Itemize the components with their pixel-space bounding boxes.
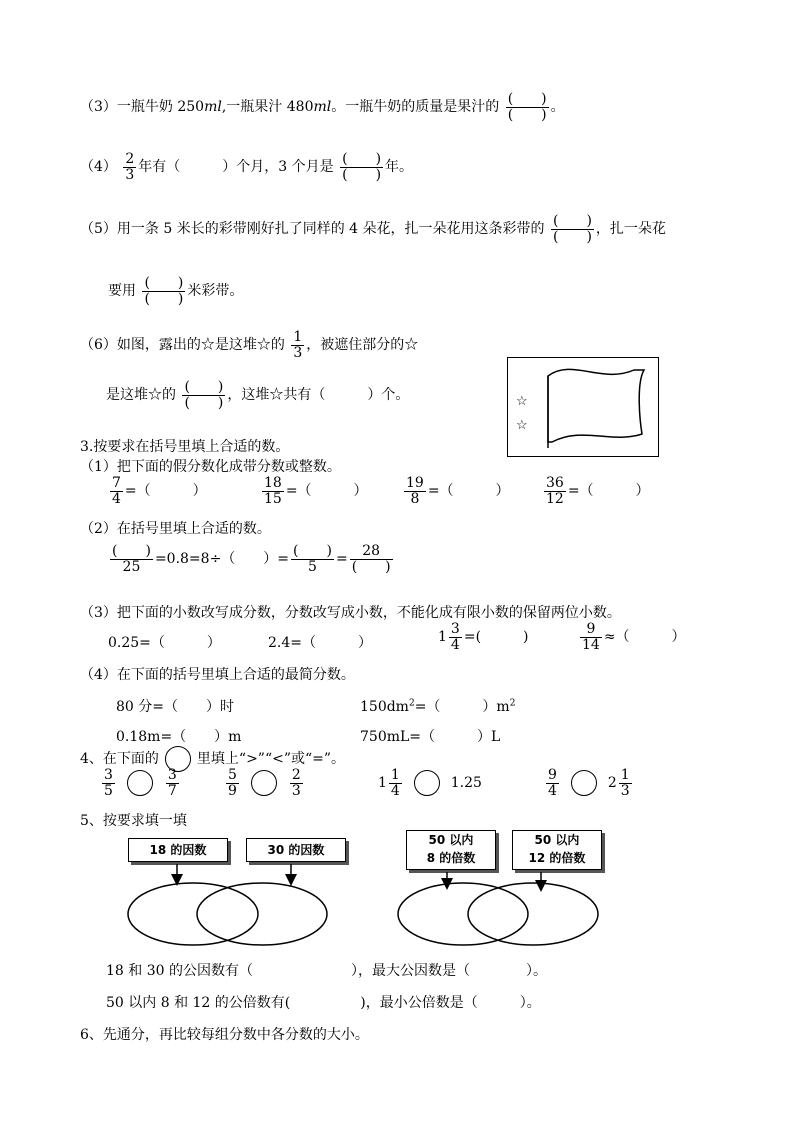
s3-p4-c[interactable]: 0.18m=（ ）m <box>116 729 242 745</box>
s3-p3-c: 1 $\frac{3}{4}$ =( ) <box>438 621 529 653</box>
s3-p4-b[interactable]: $150dm^2=$（ ）$m^2$ <box>360 698 516 715</box>
star-icon: ☆ <box>516 394 528 409</box>
question-6-line2: 是这堆☆的 $\frac{( )}{( )}$ ，这堆☆共有（ ）个。 <box>106 379 410 411</box>
question-3: （3）一瓶牛奶 250ml,一瓶果汁 480ml。一瓶牛奶的质量是果汁的 $\frac{( )}{( )}$ 。 <box>80 91 565 123</box>
answer-fraction[interactable]: $\frac{( )}{( )}$ <box>342 151 382 183</box>
answer-fraction[interactable]: $\frac{( )}{( )}$ <box>507 91 547 123</box>
s3-p3-d: $\frac{9}{14}$ ≈（ ） <box>582 621 686 653</box>
venn-circle-multiples-12 <box>468 883 598 945</box>
section-4-title: 4、在下面的 里填上“>”“<”或“=”。 <box>80 746 345 772</box>
s3-part4-title: （4）在下面的括号里填上合适的最简分数。 <box>80 667 355 683</box>
label-factors-18: 18 的因数 <box>128 838 228 862</box>
answer-fraction[interactable]: $\frac{( )}{( )}$ <box>144 275 184 307</box>
venn-circle-multiples-8 <box>398 883 528 945</box>
s3-part2-title: （2）在括号里填上合适的数。 <box>80 521 271 537</box>
fraction-1-3: $\frac{1}{3}$ <box>293 329 303 361</box>
s5-line1[interactable]: 18 和 30 的公因数有（ ），最大公因数是（ ）。 <box>106 963 547 979</box>
section-3-title: 3.按要求在括号里填上合适的数。 <box>80 439 290 455</box>
s3-p3-a[interactable]: 0.25=（ ） <box>108 635 221 651</box>
section-5-title: 5、按要求填一填 <box>80 813 187 829</box>
s4-compare-3: 1 $\frac{1}{4}$ 1.25 <box>378 767 482 799</box>
s5-line2[interactable]: 50 以内 8 和 12 的公倍数有( )，最小公倍数是（ ）。 <box>106 995 541 1011</box>
s3-p1-item: $\frac{19}{8}$ =（ ） <box>406 475 510 507</box>
label-multiples-8: 50 以内 8 的倍数 <box>406 830 496 870</box>
question-5-line1: （5）用一条 5 米长的彩带刚好扎了同样的 4 朵花，扎一朵花用这条彩带的 $\frac{( )}{( )}$ ，扎一朵花 <box>80 213 666 245</box>
answer-fraction[interactable]: $\frac{( )}{( )}$ <box>184 379 224 411</box>
s3-p3-b[interactable]: 2.4=（ ） <box>268 635 372 651</box>
s3-part1-title: （1）把下面的假分数化成带分数或整数。 <box>80 459 341 475</box>
question-5-line2: 要用 $\frac{( )}{( )}$ 米彩带。 <box>108 275 244 307</box>
s3-p2-equation: $\frac{( )}{25}$ =0.8=8÷（ ）= $\frac{( )}{5}$ = $\frac{28}{( )}$ <box>112 543 391 575</box>
s4-compare-4: $\frac{9}{4}$ 2 $\frac{1}{3}$ <box>548 767 630 799</box>
s4-compare-2: $\frac{5}{9}$ $\frac{2}{3}$ <box>228 767 301 799</box>
star-icon: ☆ <box>516 418 528 433</box>
question-6-line1: （6）如图，露出的☆是这堆☆的 $\frac{1}{3}$ ，被遮住部分的☆ <box>80 329 419 361</box>
s4-compare-1: $\frac{3}{5}$ $\frac{3}{7}$ <box>104 767 177 799</box>
s3-p1-item: $\frac{7}{4}$ =（ ） <box>112 475 207 507</box>
question-4: （4） $\frac{2}{3}$ 年有（ ）个月，3 个月是 $\frac{( )}{( )}$ 年。 <box>80 151 414 183</box>
s3-p4-d[interactable]: 750mL=（ ）L <box>360 729 501 745</box>
venn-circle-factors-30 <box>197 883 327 945</box>
s3-p4-a[interactable]: 80 分=（ ）时 <box>116 699 234 715</box>
fraction-2-3: $\frac{2}{3}$ <box>125 151 135 183</box>
venn-circle-factors-18 <box>128 883 258 945</box>
label-factors-30: 30 的因数 <box>246 838 346 862</box>
s3-p1-item: $\frac{36}{12}$ =（ ） <box>546 475 650 507</box>
section-6-title: 6、先通分，再比较每组分数中各分数的大小。 <box>80 1027 369 1043</box>
s3-p1-item: $\frac{18}{15}$ =（ ） <box>264 475 368 507</box>
s3-part3-title: （3）把下面的小数改写成分数，分数改写成小数，不能化成有限小数的保留两位小数。 <box>80 605 621 621</box>
label-multiples-12: 50 以内 12 的倍数 <box>512 830 602 870</box>
answer-fraction[interactable]: $\frac{( )}{( )}$ <box>552 213 592 245</box>
